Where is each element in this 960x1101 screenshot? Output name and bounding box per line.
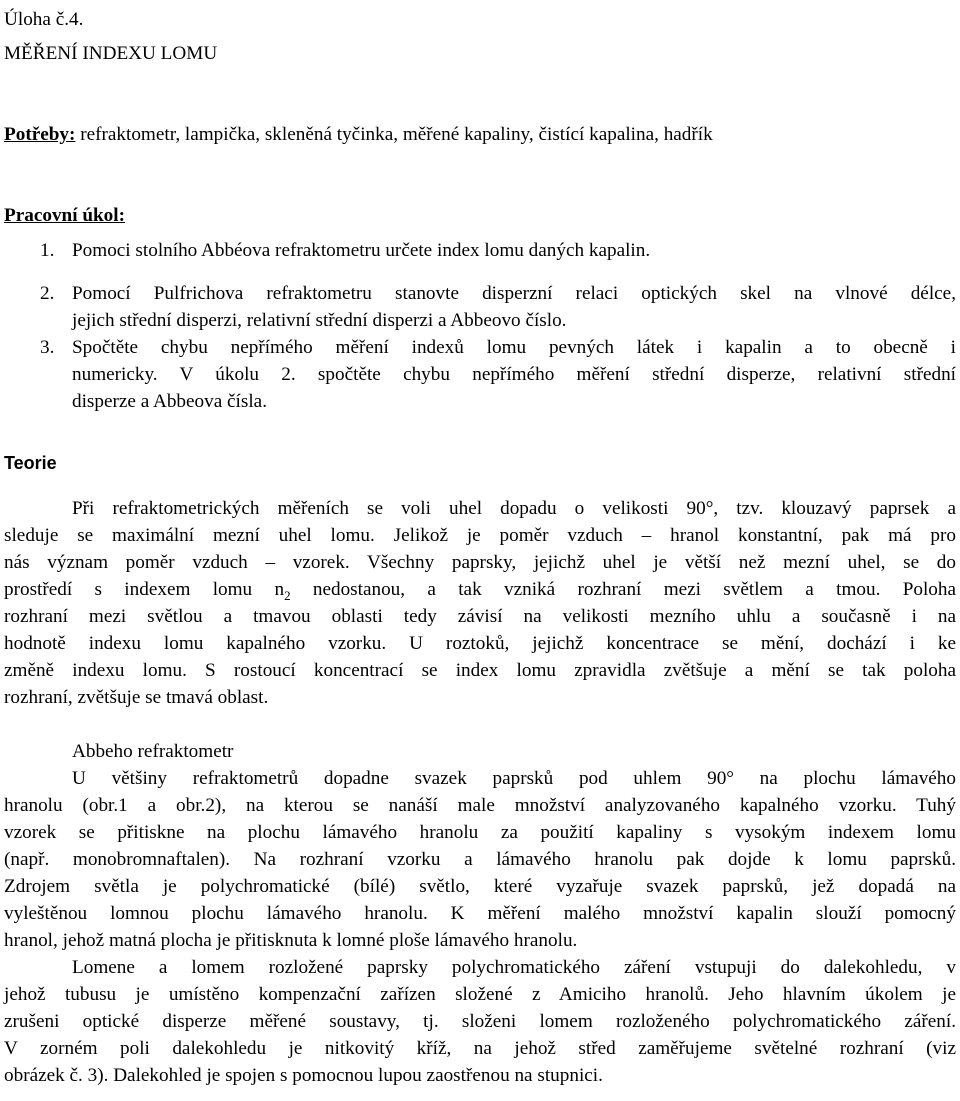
paragraph-line: rozhraní, zvětšuje se tmavá oblast. xyxy=(4,687,269,708)
paragraph-line: Zdrojem světla je polychromatické (bílé) světlo, které vyzařuje svazek paprsků, jež dopadá na xyxy=(4,876,956,897)
paragraph-line: nás význam poměr vzduch – vzorek. Všechny paprsky, jejichž uhel je větší než mezní uhel, se do xyxy=(4,552,956,573)
paragraph-line: Při refraktometrických měřeních se voli uhel dopadu o velikosti 90°, tzv. klouzavý paprsek a xyxy=(72,498,956,519)
paragraph-line: obrázek č. 3). Dalekohled je spojen s pomocnou lupou zaostřenou na stupnici. xyxy=(4,1065,603,1086)
theory-heading: Teorie xyxy=(4,453,57,473)
document-title: MĚŘENÍ INDEXU LOMU xyxy=(4,43,218,64)
task-item-line: Spočtěte chybu nepřímého měření indexů lomu pevných látek i kapalin a to obecně i xyxy=(72,337,956,358)
needs-text: refraktometr, lampička, skleněná tyčinka, měřené kapaliny, čistící kapalina, hadřík xyxy=(75,124,713,145)
work-label: Pracovní úkol: xyxy=(4,205,125,226)
task-item-line: disperze a Abbeova čísla. xyxy=(72,391,267,412)
paragraph-line xyxy=(4,577,956,603)
paragraph-line: (např. monobromnaftalen). Na rozhraní vzorku a lámavého hranolu pak dojde k lomu paprsků. xyxy=(4,849,956,870)
task-number: Úloha č.4. xyxy=(4,9,84,30)
task-item-number: 1. xyxy=(40,240,55,261)
paragraph-line: hodnotě indexu lomu kapalného vzorku. U roztoků, jejichž koncentrace se mění, dochází i ke xyxy=(4,633,956,654)
paragraph-line: hranolu (obr.1 a obr.2), na kterou se nanáší male množství analyzovaného kapalného vzorku. Tuhý xyxy=(4,795,956,816)
paragraph-line: změně indexu lomu. S rostoucí koncentrací se index lomu zpravidla zvětšuje a mění se tak poloha xyxy=(4,660,956,681)
paragraph-line: jehož tubusu je umístěno kompenzační zařízen složené z Amiciho hranolů. Jeho hlavním úkolem je xyxy=(4,984,956,1005)
paragraph-line: rozhraní mezi světlou a tmavou oblasti tedy závisí na velikosti mezního uhlu a současně i na xyxy=(4,606,956,627)
task-item-line: Pomocí Pulfrichova refraktometru stanovte disperzní relaci optických skel na vlnové délce, xyxy=(72,283,956,304)
task-item-line: jejich střední disperzi, relativní střední disperzi a Abbeovo číslo. xyxy=(72,310,567,331)
paragraph-line: sleduje se maximální mezní uhel lomu. Jelikož je poměr vzduch – hranol konstantní, pak má pro xyxy=(4,525,956,546)
paragraph-line: zrušeni optické disperze měřené soustavy, tj. složeni lomem rozloženého polychromatického záření. xyxy=(4,1011,956,1032)
task-item-number: 3. xyxy=(40,337,55,358)
needs-label: Potřeby: xyxy=(4,124,76,145)
task-item-line: numericky. V úkolu 2. spočtěte chybu nepřímého měření střední disperze, relativní střední xyxy=(72,364,956,385)
paragraph-text: nedostanou, a tak vzniká rozhraní mezi světlem a tmou. Poloha xyxy=(290,579,956,600)
subsection-heading: Abbeho refraktometr xyxy=(72,741,234,762)
paragraph-line: vzorek se přitiskne na plochu lámavého hranolu za použití kapaliny s vysokým indexem lomu xyxy=(4,822,956,843)
paragraph-line: U většiny refraktometrů dopadne svazek paprsků pod uhlem 90° na plochu lámavého xyxy=(72,768,956,789)
paragraph-line: V zorném poli dalekohledu je nitkovitý kříž, na jehož střed zaměřujeme světelné rozhraní (viz xyxy=(4,1038,956,1059)
task-item-line: Pomoci stolního Abbéova refraktometru určete index lomu daných kapalin. xyxy=(72,240,651,261)
subscript-index: 2 xyxy=(284,587,291,603)
paragraph-text: prostředí s indexem lomu n xyxy=(4,579,285,600)
task-item-number: 2. xyxy=(40,283,55,304)
paragraph-line: Lomene a lomem rozložené paprsky polychromatického záření vstupuji do dalekohledu, v xyxy=(72,957,956,978)
paragraph-line: hranol, jehož matná plocha je přitisknuta k lomné ploše lámavého hranolu. xyxy=(4,930,578,951)
needs-line xyxy=(4,122,713,148)
paragraph-line: vyleštěnou lomnou plochu lámavého hranolu. K měření malého množství kapalin slouží pomocný xyxy=(4,903,956,924)
